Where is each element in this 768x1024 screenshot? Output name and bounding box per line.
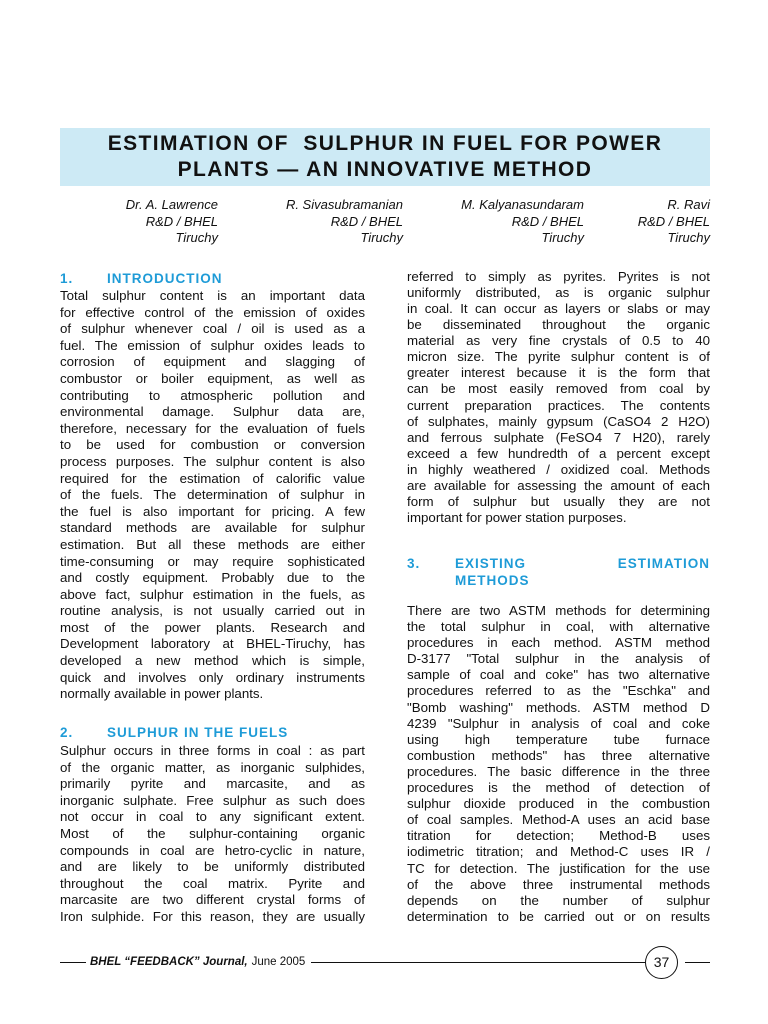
author-block [540,197,710,247]
text-line: and are likely to be uniformly distributed [60,859,365,875]
page-number: 37 [653,954,670,970]
footer-rule-middle [311,962,645,963]
text-line: procedures in each method. ASTM method [407,635,710,651]
text-line: Most of the sulphur-containing organic [60,825,365,841]
text-line: form of sulphur but usually they are not [407,493,710,509]
text-line: and costly equipment. Probably due to the [60,570,365,586]
text-line: the fuel is also important for pricing. A few [60,503,365,519]
text-line: uniformly distributed, as is organic sulphur [407,285,710,301]
text-line: exceed a few hundredth of a percent except [407,445,710,461]
section-heading-introduction [60,271,223,287]
text-line: procedures. The basic difference in the three [407,763,710,779]
text-line: greater interest because it is the form that [407,365,710,381]
article-title-line-2: PLANTS — AN INNOVATIVE METHOD [177,158,593,181]
page-number-badge [645,946,678,979]
page-footer [60,945,710,979]
author-location: Tiruchy [360,230,403,245]
author-location: Tiruchy [175,230,218,245]
text-line: time-consuming or may require sophisticated [60,553,365,569]
text-line: 4239 "Sulphur in analysis of coal and coke [407,715,710,731]
introduction-paragraph [60,288,365,703]
author-affiliation: R&D / BHEL [511,213,584,229]
section-number: 1. [60,271,74,286]
text-line: routine analysis, is not usually carried out in [60,603,365,619]
text-line: and ferrous sulphate (FeSO4 7 H20), rarely [407,429,710,445]
text-line: combustor or boiler equipment, as well as [60,370,365,386]
text-line: combustion methods" has three alternative [407,747,710,763]
author-name: R. Ravi [667,197,710,212]
author-affiliation: R&D / BHEL [637,213,710,229]
text-line: Total sulphur content is an important data [60,288,365,303]
text-line: quick and involves only ordinary instruments [60,669,365,685]
text-line: be disseminated throughout the organic [407,317,710,333]
text-line: of sulphates, mainly gypsum (CaSO4 2 H2O) [407,413,710,429]
text-line: process purposes. The sulphur content is also [60,453,365,469]
text-line: determination to be carried out or on results [407,908,710,924]
text-line: the total sulphur in coal, with alternative [407,619,710,635]
text-line: Development laboratory at BHEL-Tiruchy, has [60,636,365,652]
section-title-line-1: EXISTING ESTIMATION [455,556,710,571]
text-line: of sulphur whenever coal / oil is used as a [60,321,365,337]
text-line: Iron sulphide. For this reason, they are usually [60,908,365,924]
text-line: most of the power plants. Research and [60,619,365,635]
section-title-line-2: METHODS [455,573,530,588]
text-line: sulphur dioxide produced in the combustion [407,796,710,812]
text-line: fuel. The emission of sulphur oxides leads to [60,337,365,353]
text-line: using high temperature tube furnace [407,731,710,747]
text-line: developed a new method which is simple, [60,653,365,669]
text-line: above fact, sulphur estimation in the fuels, as [60,586,365,602]
text-line: inorganic sulphate. Free sulphur as such does [60,792,365,808]
text-line: micron size. The pyrite sulphur content is of [407,349,710,365]
footer-rule-right [685,962,710,963]
text-line: of the above three instrumental methods [407,876,710,892]
text-line: compounds in coal are hetro-cyclic in nature, [60,842,365,858]
text-line: standard methods are available for sulphur [60,520,365,536]
article-title-box [60,128,710,186]
text-line: of the organic matter, as inorganic sulphides, [60,759,365,775]
author-block [48,197,218,247]
section-number: 2. [60,725,74,740]
text-line: depends on the number of sulphur [407,892,710,908]
text-line: procedures is the method of detection of [407,780,710,796]
section-heading-sulphur-in-fuels [60,725,288,741]
section-heading-existing-methods [407,555,710,589]
text-line: corrosion of equipment and slagging of [60,354,365,370]
author-location: Tiruchy [541,230,584,245]
existing-methods-paragraph [407,603,710,925]
author-name: Dr. A. Lawrence [125,197,218,212]
author-block [233,197,403,247]
text-line: marcasite are two different crystal forms of [60,892,365,908]
text-line: can be most easily removed from coal by [407,381,710,397]
text-line: of coal samples. Method-A uses an acid base [407,812,710,828]
text-line: environmental damage. Sulphur data are, [60,404,365,420]
text-line: required for the estimation of calorific value [60,470,365,486]
text-line: contributing to atmospheric pollution and [60,387,365,403]
text-line: for effective control of the emission of oxides [60,304,365,320]
text-line: current preparation practices. The contents [407,397,710,413]
issue-date: June 2005 [251,956,306,968]
section-title: SULPHUR IN THE FUELS [107,725,289,740]
text-line: to be used for combustion or conversion [60,437,365,453]
footer-rule-left [60,962,86,963]
text-line: titration for detection; Method-B uses [407,828,710,844]
text-line: therefore, necessary for the evaluation of fuels [60,420,365,436]
text-line: Sulphur occurs in three forms in coal : as part [60,743,365,758]
text-line: iodimetric titration; and Method-C uses IR / [407,844,710,860]
text-line: normally available in power plants. [60,686,264,702]
text-line: are available for assessing the amount of each [407,477,710,493]
section-number: 3. [407,556,421,571]
text-line: sample of coal and coke" has two alternative [407,667,710,683]
author-name: M. Kalyanasundaram [461,197,584,212]
text-line: throughout the coal matrix. Pyrite and [60,875,365,891]
text-line: D-3177 "Total sulphur in the analysis of [407,651,710,667]
text-line: not occur in coal to any significant extent. [60,809,365,825]
text-line: "Bomb washing" methods. ASTM method D [407,699,710,715]
author-name: R. Sivasubramanian [285,197,403,212]
author-location: Tiruchy [667,230,710,245]
section-title: INTRODUCTION [107,271,223,286]
text-line: TC for detection. The justification for the use [407,860,710,876]
journal-name: BHEL “FEEDBACK” Journal, [90,956,248,968]
article-title-line-1: ESTIMATION OF SULPHUR IN FUEL FOR POWER [107,132,663,155]
text-line: procedures referred to as the "Eschka" and [407,683,710,699]
text-line: material as very fine crystals of 0.5 to 40 [407,333,710,349]
text-line: of the fuels. The determination of sulphur in [60,487,365,503]
text-line: estimation. But all these methods are either [60,536,365,552]
text-line: There are two ASTM methods for determining [407,603,710,618]
text-line: in highly weathered / oxidized coal. Methods [407,461,710,477]
text-line: primarily pyrite and marcasite, and as [60,776,365,792]
text-line: important for power station purposes. [407,509,627,525]
sulphur-in-fuels-paragraph [60,743,365,926]
text-line: in coal. It can occur as layers or slabs or may [407,301,710,317]
author-affiliation: R&D / BHEL [330,213,403,229]
author-affiliation: R&D / BHEL [145,213,218,229]
sulphur-in-fuels-paragraph-continued [407,269,710,526]
text-line: referred to simply as pyrites. Pyrites is not [407,269,710,284]
